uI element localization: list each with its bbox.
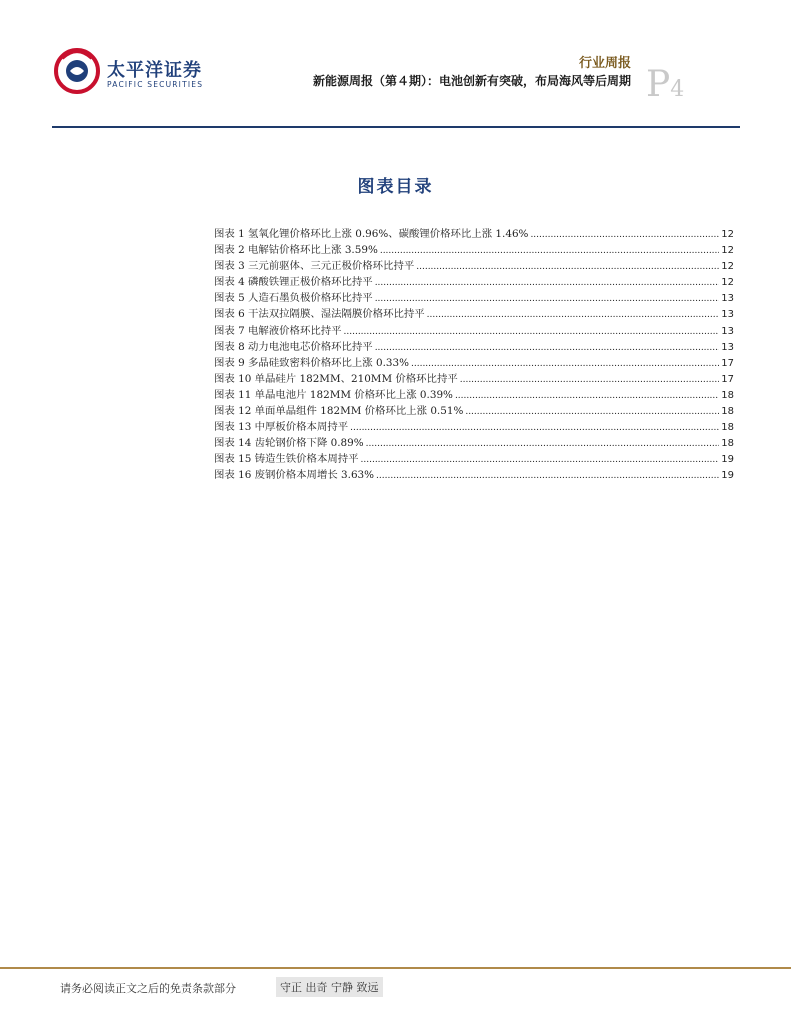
- page-marker: [646, 64, 684, 105]
- toc-entry[interactable]: [214, 403, 734, 419]
- toc-entry-page: 12: [721, 229, 734, 240]
- toc-entry-title: 图表 6 干法双拉隔膜、湿法隔膜价格环比持平: [214, 308, 425, 321]
- toc-entry[interactable]: [214, 467, 734, 483]
- toc-entry-page: 13: [721, 341, 734, 353]
- toc-leader-dots: [530, 227, 719, 243]
- toc-leader-dots: [376, 468, 719, 484]
- toc-leader-dots: [375, 275, 720, 291]
- toc-entry-title: 图表 15 铸造生铁价格本周持平: [214, 453, 359, 466]
- toc-entry[interactable]: [214, 226, 734, 242]
- toc-leader-dots: [465, 404, 719, 420]
- toc-entry-title: 图表 14 齿轮钢价格下降 0.89%: [214, 437, 364, 450]
- toc-leader-dots: [361, 452, 720, 468]
- footer-slogan: 守正 出奇 宁静 致远: [276, 977, 383, 997]
- toc-entry-title: 图表 13 中厚板价格本周持平: [214, 421, 349, 434]
- toc-entry-page: 13: [721, 309, 734, 321]
- toc-title: 图表目录: [357, 177, 434, 197]
- toc-leader-dots: [380, 243, 719, 259]
- company-logo: [52, 44, 212, 96]
- toc-entry-page: 18: [721, 422, 734, 434]
- toc-entry-page: 17: [721, 373, 734, 385]
- toc-entry[interactable]: [214, 451, 734, 467]
- toc-entry-page: 12: [721, 245, 734, 257]
- report-title: 新能源周报（第４期）：电池创新有突破，布局海风等后周期: [312, 74, 631, 88]
- toc-entry-page: 18: [721, 406, 734, 418]
- toc-entry[interactable]: [214, 355, 734, 371]
- toc-leader-dots: [366, 436, 720, 452]
- toc-entry[interactable]: [214, 242, 734, 258]
- toc-entry-page: 12: [721, 277, 734, 289]
- logo-name-cn: 太平洋证券: [107, 60, 202, 81]
- toc-entry[interactable]: [214, 419, 734, 435]
- toc-entry-title: 图表 5 人造石墨负极价格环比持平: [214, 292, 373, 305]
- toc-list: [214, 226, 734, 484]
- toc-entry-page: 12: [721, 261, 734, 273]
- toc-entry-title: 图表 3 三元前驱体、三元正极价格环比持平: [214, 260, 415, 273]
- toc-entry-page: 13: [721, 325, 734, 337]
- toc-entry-title: 图表 12 单面单晶组件 182MM 价格环比上涨 0.51%: [214, 405, 464, 418]
- toc-entry[interactable]: [214, 258, 734, 274]
- toc-entry-page: 18: [721, 438, 734, 450]
- page-number: 4: [670, 77, 685, 102]
- toc-entry[interactable]: [214, 339, 734, 355]
- toc-entry[interactable]: [214, 290, 734, 306]
- toc-entry-page: 17: [721, 357, 734, 369]
- toc-entry[interactable]: [214, 435, 734, 451]
- footer-disclaimer: 请务必阅读正文之后的免责条款部分: [60, 982, 236, 995]
- toc-entry-page: 19: [721, 454, 734, 466]
- toc-leader-dots: [411, 356, 719, 372]
- toc-entry[interactable]: [214, 323, 734, 339]
- toc-entry-title: 图表 4 磷酸铁锂正极价格环比持平: [214, 276, 373, 289]
- toc-leader-dots: [416, 259, 719, 275]
- toc-leader-dots: [455, 388, 719, 404]
- toc-entry-title: 图表 10 单晶硅片 182MM、210MM 价格环比持平: [214, 372, 458, 385]
- toc-entry-page: 19: [721, 470, 734, 482]
- toc-entry-title: 图表 1 氢氧化锂价格环比上涨 0.96%、碳酸锂价格环比上涨 1.46%: [214, 228, 529, 240]
- pacific-securities-logo-icon: [52, 44, 102, 96]
- toc-leader-dots: [375, 340, 720, 356]
- toc-entry-title: 图表 8 动力电池电芯价格环比持平: [214, 340, 373, 353]
- toc-leader-dots: [460, 372, 720, 388]
- toc-entry[interactable]: [214, 371, 734, 387]
- report-category: 行业周报: [578, 56, 631, 71]
- toc-leader-dots: [350, 420, 719, 436]
- toc-entry-title: 图表 16 废钢价格本周增长 3.63%: [214, 469, 375, 482]
- toc-entry[interactable]: [214, 274, 734, 290]
- toc-entry-title: 图表 2 电解钴价格环比上涨 3.59%: [214, 244, 378, 257]
- toc-entry-page: 18: [721, 389, 734, 401]
- toc-leader-dots: [375, 291, 720, 307]
- toc-entry-title: 图表 9 多晶硅致密料价格环比上涨 0.33%: [214, 356, 409, 369]
- toc-leader-dots: [344, 324, 720, 340]
- footer-divider: [0, 967, 791, 969]
- logo-name-en: PACIFIC SECURITIES: [107, 80, 204, 89]
- toc-entry[interactable]: [214, 306, 734, 322]
- toc-leader-dots: [427, 307, 720, 323]
- toc-entry[interactable]: [214, 387, 734, 403]
- toc-entry-title: 图表 11 单晶电池片 182MM 价格环比上涨 0.39%: [214, 388, 453, 401]
- toc-entry-page: 13: [721, 293, 734, 305]
- toc-entry-title: 图表 7 电解液价格环比持平: [214, 324, 342, 337]
- page-letter: P: [646, 64, 671, 105]
- header-divider: [52, 126, 740, 128]
